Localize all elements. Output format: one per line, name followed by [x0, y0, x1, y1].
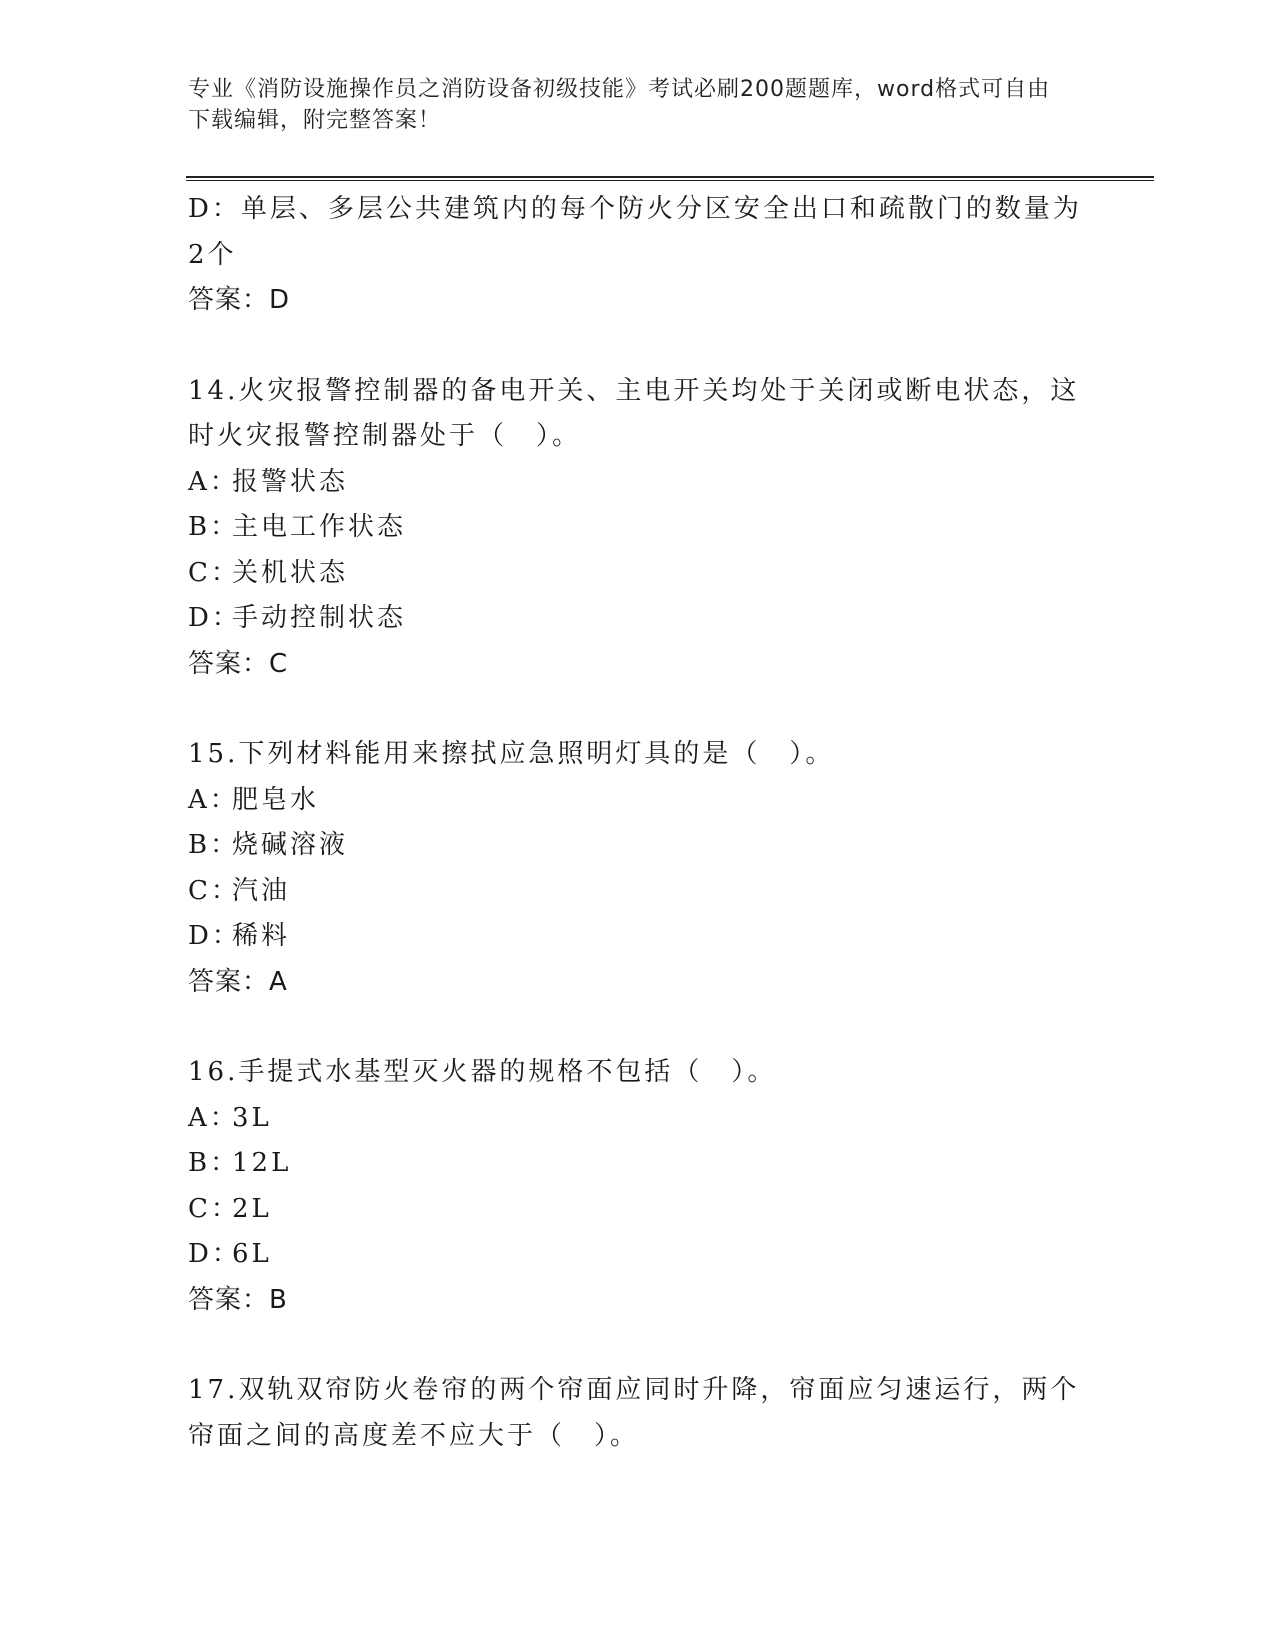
option-letter: B：: [188, 1148, 240, 1178]
option-b: [188, 823, 1078, 869]
option-text: 3L: [232, 1102, 272, 1133]
option-text: 报警状态: [232, 466, 349, 497]
spacer: [188, 1323, 1078, 1368]
option-d: D：单层、多层公共建筑内的每个防火分区安全出口和疏散门的数量为: [188, 194, 1082, 224]
option-text: 12L: [232, 1148, 292, 1178]
option-letter: A：: [188, 466, 239, 497]
option-letter: B：: [188, 512, 240, 542]
option-text: 稀料: [232, 921, 291, 951]
answer-line: 答案：D: [188, 285, 291, 315]
option-letter: D：: [188, 603, 241, 633]
answer-line: 答案：B: [188, 1284, 288, 1315]
option-d: [188, 914, 1078, 960]
spacer: [188, 1005, 1078, 1050]
question-13-tail: [188, 187, 1082, 324]
question-17: [188, 1368, 1078, 1459]
option-text: 烧碱溶液: [232, 830, 349, 860]
option-letter: D：: [188, 921, 241, 951]
option-text: 主电工作状态: [232, 512, 407, 542]
header-divider: [186, 176, 1154, 181]
question-list: [188, 187, 1082, 1459]
question-stem: 17.双轨双帘防火卷帘的两个帘面应同时升降，帘面应匀速运行，两个: [188, 1375, 1080, 1405]
option-d: [188, 1232, 1078, 1278]
question-stem-continued: 帘面之间的高度差不应大于（ ）。: [188, 1420, 640, 1451]
option-letter: D：: [188, 1239, 241, 1269]
option-b: [188, 505, 1078, 551]
option-c: [188, 1187, 1078, 1233]
option-c: [188, 551, 1078, 597]
option-letter: C：: [188, 1193, 240, 1224]
option-text: 2L: [232, 1193, 272, 1224]
option-text: 关机状态: [232, 557, 349, 588]
option-letter: A：: [188, 1102, 239, 1133]
spacer: [188, 687, 1078, 732]
spacer: [188, 324, 1078, 369]
question-14: [188, 369, 1078, 688]
answer-line: 答案：A: [188, 966, 288, 997]
option-a: [188, 1096, 1078, 1142]
option-text: 手动控制状态: [232, 603, 407, 633]
question-stem: 16.手提式水基型灭火器的规格不包括（ ）。: [188, 1057, 777, 1087]
question-stem: 14.火灾报警控制器的备电开关、主电开关均处于关闭或断电状态，这: [188, 375, 1080, 406]
page-header: 专业《消防设施操作员之消防设备初级技能》考试必刷200题题库，word格式可自由下载编辑，附完整答案！: [188, 77, 1051, 133]
option-letter: C：: [188, 557, 240, 588]
question-15: [188, 732, 1078, 1005]
option-b: [188, 1141, 1078, 1187]
option-text: 汽油: [232, 875, 291, 906]
option-letter: C：: [188, 875, 240, 906]
question-stem-continued: 时火灾报警控制器处于（ ）。: [188, 421, 582, 451]
option-a: [188, 460, 1078, 506]
question-16: [188, 1050, 1078, 1323]
question-stem: 15.下列材料能用来擦拭应急照明灯具的是（ ）。: [188, 739, 835, 769]
option-text: 肥皂水: [232, 784, 320, 815]
option-letter: B：: [188, 830, 240, 860]
option-d-continued: 2个: [188, 239, 237, 270]
option-text: 6L: [232, 1239, 272, 1269]
option-d: [188, 596, 1078, 642]
answer-line: 答案：C: [188, 648, 289, 679]
option-c: [188, 869, 1078, 915]
option-letter: A：: [188, 784, 239, 815]
option-a: [188, 778, 1078, 824]
